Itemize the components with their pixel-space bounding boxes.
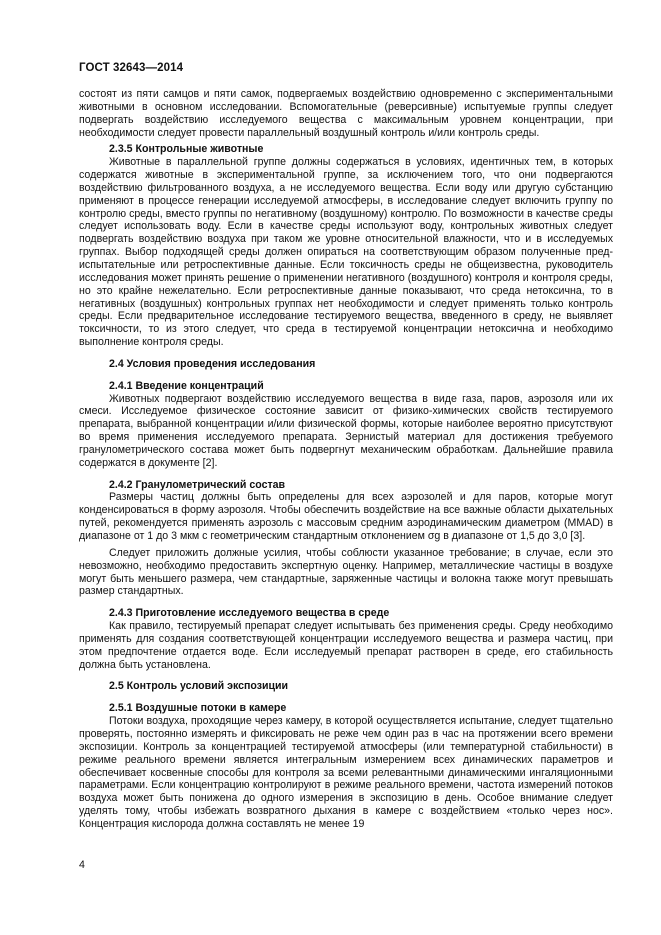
heading-2-4-1: 2.4.1 Введение концентраций: [109, 379, 264, 392]
paragraph-continuation: состоят из пяти самцов и пяти самок, подвергаемых воздействию одновременно с экспериментальными животными в основном исследовании. Вспомогательные (реверсивные) испытуемые группы следует подвергать воздействию исследуемого вещества с максимальным уровнем концентрации, при необходимости следует провести параллельный воздушный контроль и/или контроль среды.: [79, 88, 613, 139]
heading-2-3-5: 2.3.5 Контрольные животные: [109, 143, 264, 156]
document-body: [79, 88, 613, 831]
heading-2-4: 2.4 Условия проведения исследования: [109, 357, 316, 370]
heading-2-5: 2.5 Контроль условий экспозиции: [109, 680, 289, 693]
document-code-header: ГОСТ 32643—2014: [79, 62, 184, 74]
paragraph-2-5-1: Потоки воздуха, проходящие через камеру, в которой осуществляется испытание, следует тщательно проверять, постоянно измерять и фиксировать не реже чем один раз в час на протяжении всего времени экспозиции. Контроль за концентрацией тестируемой атмосферы (или температурной стабильности) в режиме реального времени является интегральным измерением всех динамических параметров и обеспечивает косвенные способы для контроля за всеми релевантными динамическими ингаляционными параметрами. Если концентрацию контролируют в режиме реального времени, частота измерений потоков воздуха может быть понижена до одного измерения в экспозицию в день. Особое внимание следует уделять тому, чтобы избежать возвратного дыхания в камере с воздействием «только через нос». Концентрация кислорода должна составлять не менее 19: [79, 715, 613, 830]
heading-2-5-1: 2.5.1 Воздушные потоки в камере: [109, 702, 287, 715]
paragraph-2-4-1: Животных подвергают воздействию исследуемого вещества в виде газа, паров, аэрозоля или их смеси. Исследуемое физическое состояние зависит от физико-химических свойств тестируемого препарата, выбранной концентрации и/или физической формы, которые наиболее вероятно присутствуют во время применения исследуемого препарата. Зернистый материал для достижения требуемого гранулометрического состава может быть подвергнут механическим обработкам. Дальнейшие правила содержатся в документе [2].: [79, 392, 613, 469]
paragraph-2-4-2-a: Размеры частиц должны быть определены для всех аэрозолей и для паров, которые могут конденсироваться в форму аэрозоля. Чтобы обеспечить воздействие на все важные области дыхательных путей, рекомендуется применять аэрозоль с массовым средним аэродинамическим диаметром (MMAD) в диапазоне от 1 до 3 мкм с геометрическим стандартным отклонением σg в диапазоне от 1,5 до 3,0 [3].: [79, 491, 613, 542]
page-number: 4: [79, 859, 85, 871]
heading-2-4-2: 2.4.2 Гранулометрический состав: [109, 478, 286, 491]
heading-2-4-3: 2.4.3 Приготовление исследуемого вещества в среде: [109, 607, 390, 620]
paragraph-2-4-3: Как правило, тестируемый препарат следует испытывать без применения среды. Среду необходимо применять для создания соответствующей концентрации исследуемого вещества и размера частиц, при этом предпочтение отдается воде. Если исследуемый препарат растворен в среде, его стабильность должна быть установлена.: [79, 620, 613, 671]
paragraph-2-4-2-b: Следует приложить должные усилия, чтобы соблюсти указанное требование; в случае, если это невозможно, необходимо предоставить экспертную оценку. Например, металлические частицы в воздухе могут быть меньшего размера, чем стандартные, заряженные частицы и волокна также могут превышать размер стандартных.: [79, 546, 613, 598]
paragraph-2-3-5: Животные в параллельной группе должны содержаться в условиях, идентичных тем, в которых содержатся животные в экспериментальной группе, за исключением того, что они подвергаются воздействию фильтрованного воздуха, а не исследуемого вещества. Если воду или другую субстанцию применяют в процессе генерации исследуемой атмосферы, в исследование следует включить группу по контролю среды, вместо группы по негативному (воздушному) контролю. По возможности в качестве среды следует использовать воду. Если в качестве среды используют воду, контрольных животных следует подвергать воздействию воздуха при таком же уровне относительной влажности, что и в исследуемых группах. Выбор подходящей среды должен опираться на соответствующим образом полученные пред-испытательные или ретроспективные данные. Если токсичность среды не общеизвестна, руководитель исследования может принять решение о применении негативного (воздушного) контроля и контроля среды, но это крайне нежелательно. Если ретроспективные данные показывают, что среда нетоксична, то в негативных (воздушных) контрольных группах нет необходимости и следует применять только контроль среды. Если предварительное исследование тестируемого вещества, введенного в среду, не выявляет токсичности, то из этого следует, что среда в тестируемой концентрации нетоксична и необходимо выполнение контроля среды.: [79, 156, 613, 349]
